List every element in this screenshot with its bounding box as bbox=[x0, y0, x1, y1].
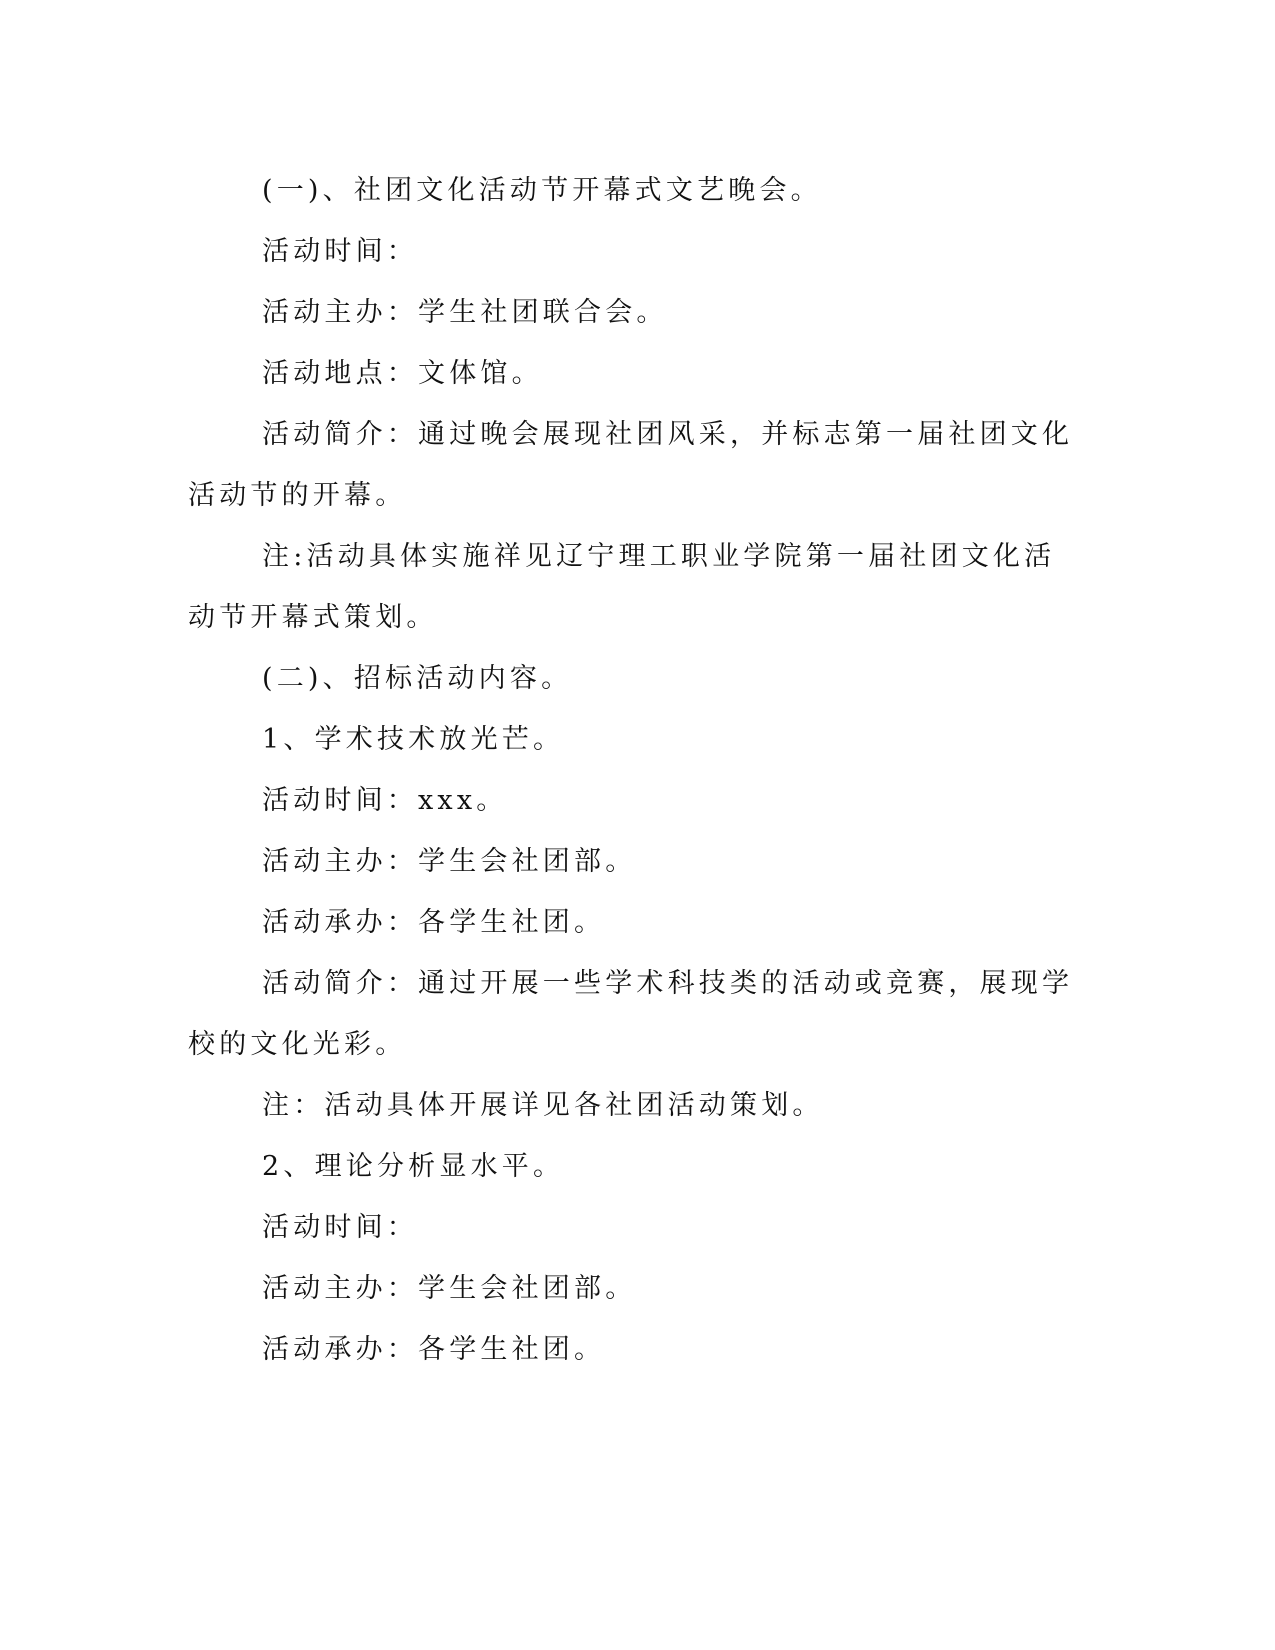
activity-time: 活动时间： bbox=[262, 1212, 418, 1243]
activity-note: 注：活动具体开展详见各社团活动策划。 bbox=[262, 1090, 824, 1121]
activity-host: 活动主办：学生会社团部。 bbox=[262, 1273, 637, 1304]
activity-time: 活动时间：xxx。 bbox=[262, 785, 508, 816]
activity-location: 活动地点：文体馆。 bbox=[262, 358, 543, 389]
sub-heading-1: 1、学术技术放光芒。 bbox=[262, 724, 565, 755]
activity-organizer: 活动承办：各学生社团。 bbox=[262, 907, 606, 938]
activity-organizer: 活动承办：各学生社团。 bbox=[262, 1334, 606, 1365]
document-body bbox=[188, 160, 1078, 1380]
activity-host: 活动主办：学生社团联合会。 bbox=[262, 297, 668, 328]
sub-heading-2: 2、理论分析显水平。 bbox=[262, 1151, 565, 1182]
activity-time: 活动时间： bbox=[262, 236, 418, 267]
activity-host: 活动主办：学生会社团部。 bbox=[262, 846, 637, 877]
activity-note: 注:活动具体实施祥见辽宁理工职业学院第一届社团文化活动节开幕式策划。 bbox=[188, 541, 1056, 633]
activity-intro: 活动简介：通过晚会展现社团风采，并标志第一届社团文化活动节的开幕。 bbox=[188, 419, 1074, 511]
activity-intro: 活动简介：通过开展一些学术科技类的活动或竞赛，展现学校的文化光彩。 bbox=[188, 968, 1074, 1060]
section-heading-2: (二)、招标活动内容。 bbox=[262, 663, 573, 694]
section-heading-1: (一)、社团文化活动节开幕式文艺晚会。 bbox=[262, 175, 822, 206]
